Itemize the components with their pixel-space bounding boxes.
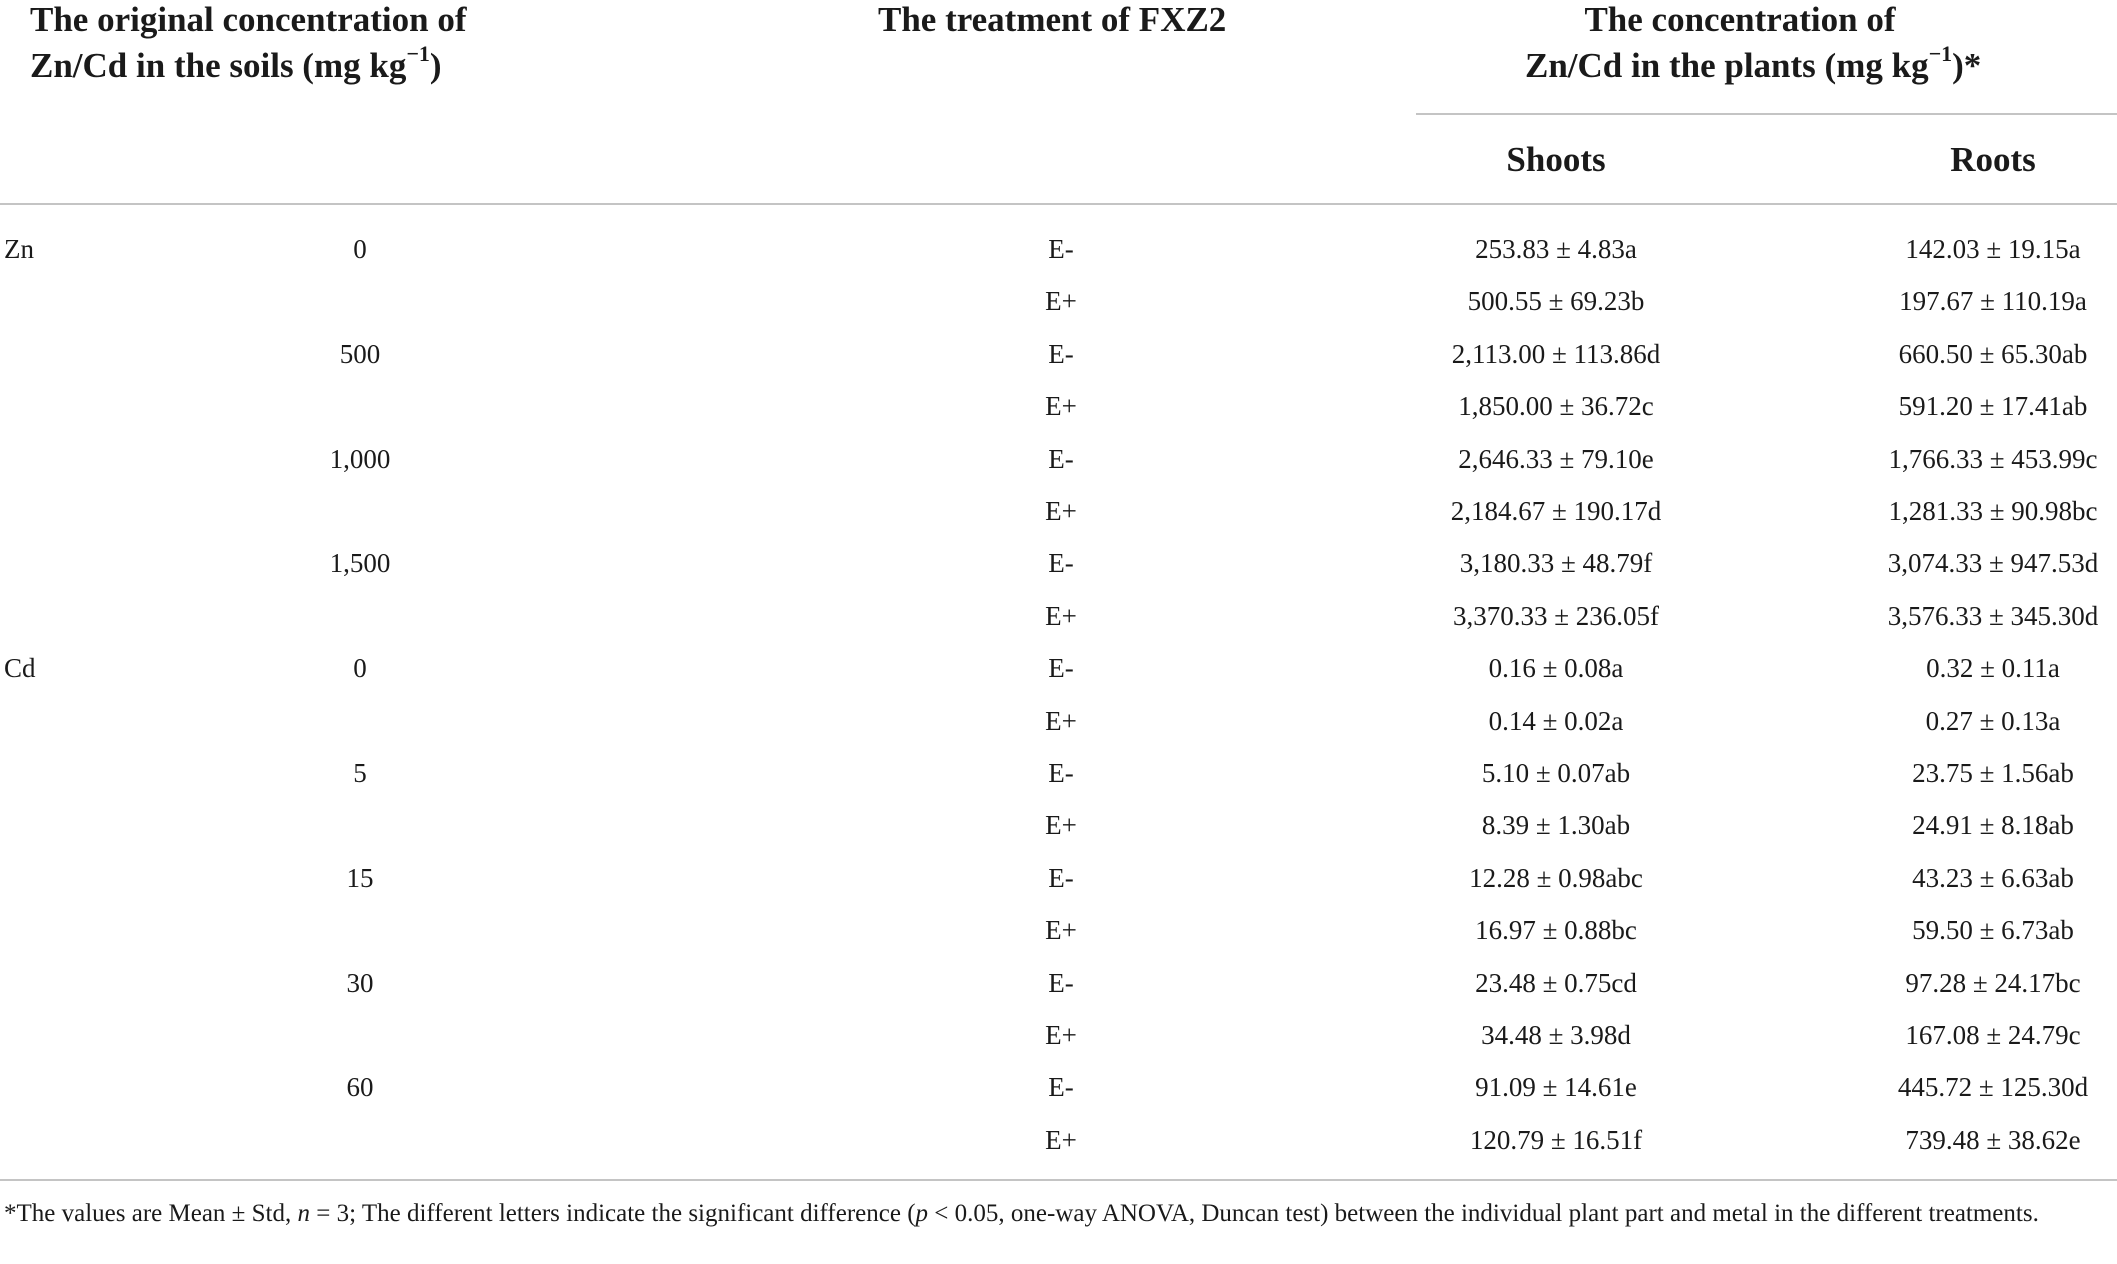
soil-concentration-cell: 0 (353, 234, 367, 264)
table-row (0, 642, 2117, 694)
shoots-value-cell: 16.97 ± 0.88bc (1475, 915, 1637, 945)
treatment-cell: E- (1048, 444, 1074, 474)
soil-concentration-cell: 1,500 (329, 548, 391, 578)
roots-value-cell: 23.75 ± 1.56ab (1912, 758, 2074, 788)
shoots-value-cell: 0.16 ± 0.08a (1488, 653, 1624, 683)
roots-value-cell: 1,281.33 ± 90.98bc (1888, 496, 2098, 526)
roots-value-cell: 1,766.33 ± 453.99c (1888, 444, 2098, 474)
treatment-cell: E+ (1045, 810, 1077, 840)
treatment-cell: E- (1048, 1072, 1074, 1102)
header-treatment: The treatment of FXZ2 (878, 0, 1227, 39)
table-row (0, 957, 2117, 1009)
treatment-cell: E+ (1045, 706, 1077, 736)
shoots-value-cell: 1,850.00 ± 36.72c (1458, 391, 1654, 421)
footnote: *The values are Mean ± Std, n = 3; The different letters indicate the significant difference (p < 0.05, one-way ANOVA, Duncan test) between the individual plant part and metal in the different treatments. (4, 1200, 2039, 1227)
shoots-value-cell: 8.39 ± 1.30ab (1481, 810, 1631, 840)
treatment-cell: E+ (1045, 601, 1077, 631)
roots-value-cell: 97.28 ± 24.17bc (1905, 968, 2081, 998)
table-row (0, 275, 2117, 327)
header-bottom-rule (0, 203, 2117, 205)
roots-value-cell: 197.67 ± 110.19a (1899, 286, 2087, 316)
treatment-cell: E+ (1045, 286, 1077, 316)
shoots-value-cell: 120.79 ± 16.51f (1469, 1125, 1643, 1155)
table-row (0, 328, 2117, 380)
subheader-roots: Roots (1950, 140, 2036, 179)
header-plant-line2: Zn/Cd in the plants (mg $kg^{-1})*$ (1525, 41, 1982, 85)
treatment-cell: E- (1048, 968, 1074, 998)
shoots-value-cell: 3,180.33 ± 48.79f (1459, 548, 1653, 578)
header-soil-concentration (30, 0, 467, 89)
roots-value-cell: 0.27 ± 0.13a (1925, 706, 2061, 736)
treatment-cell: E- (1048, 548, 1074, 578)
treatment-cell: E- (1048, 339, 1074, 369)
roots-value-cell: 59.50 ± 6.73ab (1912, 915, 2074, 945)
shoots-value-cell: 2,184.67 ± 190.17d (1450, 496, 1662, 526)
treatment-cell: E- (1048, 758, 1074, 788)
header-soil-line1: The original concentration of (30, 0, 467, 39)
shoots-value-cell: 23.48 ± 0.75cd (1475, 968, 1637, 998)
treatment-cell: E- (1048, 863, 1074, 893)
soil-concentration-cell: 15 (346, 863, 374, 893)
roots-value-cell: 3,074.33 ± 947.53d (1887, 548, 2099, 578)
metal-cell: Cd (4, 653, 36, 683)
roots-value-cell: 445.72 ± 125.30d (1897, 1072, 2089, 1102)
roots-value-cell: 591.20 ± 17.41ab (1898, 391, 2088, 421)
table-row (0, 537, 2117, 589)
soil-concentration-cell: 500 (339, 339, 381, 369)
roots-value-cell: 43.23 ± 6.63ab (1912, 863, 2074, 893)
shoots-value-cell: 34.48 ± 3.98d (1481, 1020, 1631, 1050)
treatment-cell: E- (1048, 234, 1074, 264)
roots-value-cell: 739.48 ± 38.62e (1905, 1125, 2081, 1155)
header-plant-line1: The concentration of (1584, 0, 1896, 39)
soil-concentration-cell: 60 (346, 1072, 374, 1102)
table-row (0, 852, 2117, 904)
shoots-value-cell: 0.14 ± 0.02a (1488, 706, 1624, 736)
subheader-shoots: Shoots (1506, 140, 1606, 179)
shoots-value-cell: 3,370.33 ± 236.05f (1452, 601, 1660, 631)
header-soil-line2: Zn/Cd in the soils (mg $kg^{-1}$) (30, 41, 442, 85)
roots-value-cell: 3,576.33 ± 345.30d (1887, 601, 2099, 631)
roots-value-cell: 24.91 ± 8.18ab (1912, 810, 2074, 840)
shoots-value-cell: 253.83 ± 4.83a (1475, 234, 1637, 264)
treatment-cell: E+ (1045, 1020, 1077, 1050)
table-row (0, 590, 2117, 642)
table-row (0, 433, 2117, 485)
treatment-cell: E- (1048, 653, 1074, 683)
metal-cell: Zn (4, 234, 34, 264)
table-row (0, 485, 2117, 537)
shoots-value-cell: 91.09 ± 14.61e (1475, 1072, 1637, 1102)
treatment-cell: E+ (1045, 496, 1077, 526)
roots-value-cell: 142.03 ± 19.15a (1905, 234, 2081, 264)
shoots-value-cell: 12.28 ± 0.98abc (1469, 863, 1643, 893)
soil-concentration-cell: 5 (353, 758, 367, 788)
soil-concentration-cell: 30 (346, 968, 374, 998)
shoots-value-cell: 500.55 ± 69.23b (1467, 286, 1645, 316)
table-row (0, 1114, 2117, 1166)
table-bottom-rule (0, 1179, 2117, 1181)
roots-value-cell: 167.08 ± 24.79c (1905, 1020, 2081, 1050)
roots-value-cell: 660.50 ± 65.30ab (1898, 339, 2088, 369)
header-plant-concentration (1525, 0, 1982, 89)
treatment-cell: E+ (1045, 391, 1077, 421)
table-row (0, 223, 2117, 275)
table-row (0, 1009, 2117, 1061)
roots-value-cell: 0.32 ± 0.11a (1926, 653, 2060, 683)
table-row (0, 380, 2117, 432)
soil-concentration-cell: 0 (353, 653, 367, 683)
soil-concentration-cell: 1,000 (329, 444, 391, 474)
table-row (0, 799, 2117, 851)
table-row (0, 1061, 2117, 1113)
table-row (0, 747, 2117, 799)
header-span-rule (1416, 113, 2117, 115)
treatment-cell: E+ (1045, 915, 1077, 945)
shoots-value-cell: 2,646.33 ± 79.10e (1458, 444, 1654, 474)
treatment-cell: E+ (1045, 1125, 1077, 1155)
shoots-value-cell: 5.10 ± 0.07ab (1481, 758, 1631, 788)
table-row (0, 695, 2117, 747)
table-row (0, 904, 2117, 956)
shoots-value-cell: 2,113.00 ± 113.86d (1451, 339, 1661, 369)
